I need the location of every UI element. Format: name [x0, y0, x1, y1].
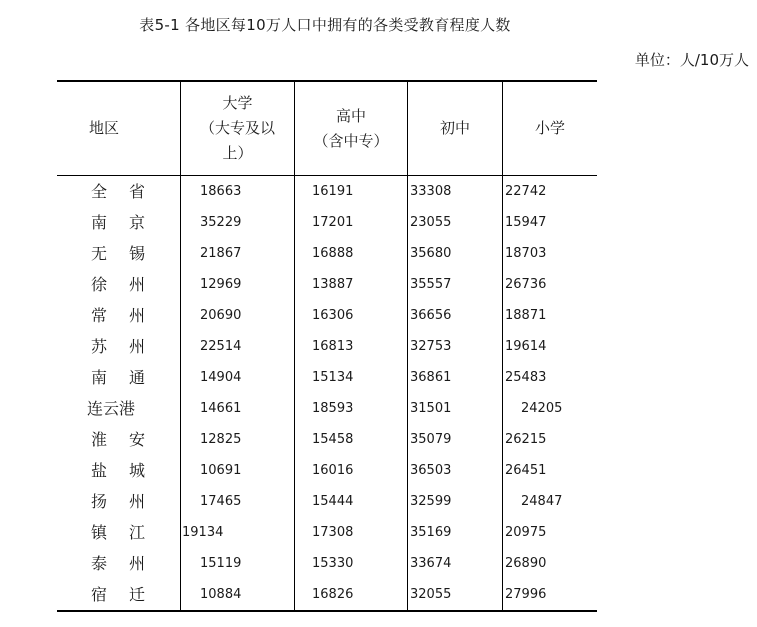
university-cell: 35229 — [200, 215, 242, 230]
university-cell: 12825 — [200, 432, 242, 447]
header-high-school — [295, 82, 408, 175]
junior-cell: 35169 — [410, 525, 452, 540]
high-school-cell: 16016 — [312, 463, 354, 478]
university-cell: 12969 — [200, 277, 242, 292]
university-cell: 20690 — [200, 308, 242, 323]
primary-cell: 26451 — [505, 463, 547, 478]
region-cell: 宿迁 — [91, 585, 168, 604]
header-primary — [503, 82, 597, 175]
primary-cell: 26890 — [505, 556, 547, 571]
primary-cell: 25483 — [505, 370, 547, 385]
high-school-cell: 15330 — [312, 556, 354, 571]
high-school-cell: 16888 — [312, 246, 354, 261]
primary-cell: 22742 — [505, 184, 547, 199]
primary-cell: 19614 — [505, 339, 547, 354]
primary-cell: 24205 — [521, 401, 563, 416]
junior-cell: 33308 — [410, 184, 452, 199]
column-university — [181, 176, 295, 610]
junior-cell: 31501 — [410, 401, 452, 416]
region-cell: 泰州 — [91, 554, 168, 573]
university-cell: 22514 — [200, 339, 242, 354]
university-cell: 10691 — [200, 463, 242, 478]
region-cell: 常州 — [91, 306, 168, 325]
high-school-cell: 16813 — [312, 339, 354, 354]
header-primary-label: 小学 — [534, 119, 565, 137]
high-school-cell: 13887 — [312, 277, 354, 292]
header-high-school-label: 高中 （含中专） — [313, 106, 389, 150]
column-high-school — [295, 176, 408, 610]
region-cell: 淮安 — [91, 430, 168, 449]
high-school-cell: 16191 — [312, 184, 354, 199]
high-school-cell: 15458 — [312, 432, 354, 447]
junior-cell: 35079 — [410, 432, 452, 447]
junior-cell: 32599 — [410, 494, 452, 509]
primary-cell: 18871 — [505, 308, 547, 323]
primary-cell: 27996 — [505, 587, 547, 602]
education-table — [57, 80, 597, 612]
university-cell: 19134 — [182, 525, 224, 540]
high-school-cell: 16306 — [312, 308, 354, 323]
university-cell: 18663 — [200, 184, 242, 199]
region-cell: 镇江 — [91, 523, 168, 542]
primary-cell: 20975 — [505, 525, 547, 540]
high-school-cell: 18593 — [312, 401, 354, 416]
header-junior-label: 初中 — [439, 119, 470, 137]
region-cell: 连云港 — [87, 399, 136, 418]
region-cell: 盐城 — [91, 461, 168, 480]
high-school-cell: 16826 — [312, 587, 354, 602]
junior-cell: 36503 — [410, 463, 452, 478]
region-cell: 苏州 — [91, 337, 168, 356]
table-body — [57, 176, 597, 610]
junior-cell: 32055 — [410, 587, 452, 602]
high-school-cell: 15444 — [312, 494, 354, 509]
junior-cell: 35557 — [410, 277, 452, 292]
junior-cell: 33674 — [410, 556, 452, 571]
region-cell: 无锡 — [91, 244, 168, 263]
primary-cell: 24847 — [521, 494, 563, 509]
university-cell: 10884 — [200, 587, 242, 602]
header-university — [181, 82, 295, 175]
header-region-label: 地区 — [89, 119, 120, 137]
column-junior — [408, 176, 503, 610]
university-cell: 14904 — [200, 370, 242, 385]
header-university-label: 大学 （大专及以上） — [199, 94, 275, 162]
junior-cell: 32753 — [410, 339, 452, 354]
high-school-cell: 17308 — [312, 525, 354, 540]
primary-cell: 15947 — [505, 215, 547, 230]
primary-cell: 26736 — [505, 277, 547, 292]
primary-cell: 18703 — [505, 246, 547, 261]
junior-cell: 36861 — [410, 370, 452, 385]
table-title: 表5-1 各地区每10万人口中拥有的各类受教育程度人数 — [139, 16, 511, 34]
university-cell: 15119 — [200, 556, 242, 571]
region-cell: 徐州 — [91, 275, 168, 294]
university-cell: 17465 — [200, 494, 242, 509]
region-cell: 扬州 — [91, 492, 168, 511]
university-cell: 21867 — [200, 246, 242, 261]
column-primary — [503, 176, 597, 610]
junior-cell: 35680 — [410, 246, 452, 261]
header-junior — [408, 82, 503, 175]
primary-cell: 26215 — [505, 432, 547, 447]
column-region — [57, 176, 181, 610]
high-school-cell: 17201 — [312, 215, 354, 230]
table-header-row — [57, 82, 597, 176]
header-region — [57, 82, 181, 175]
junior-cell: 23055 — [410, 215, 452, 230]
region-cell: 南京 — [91, 213, 168, 232]
region-cell: 南通 — [91, 368, 168, 387]
region-cell: 全省 — [91, 182, 168, 201]
unit-label: 单位：人/10万人 — [634, 51, 749, 69]
high-school-cell: 15134 — [312, 370, 354, 385]
university-cell: 14661 — [200, 401, 242, 416]
junior-cell: 36656 — [410, 308, 452, 323]
